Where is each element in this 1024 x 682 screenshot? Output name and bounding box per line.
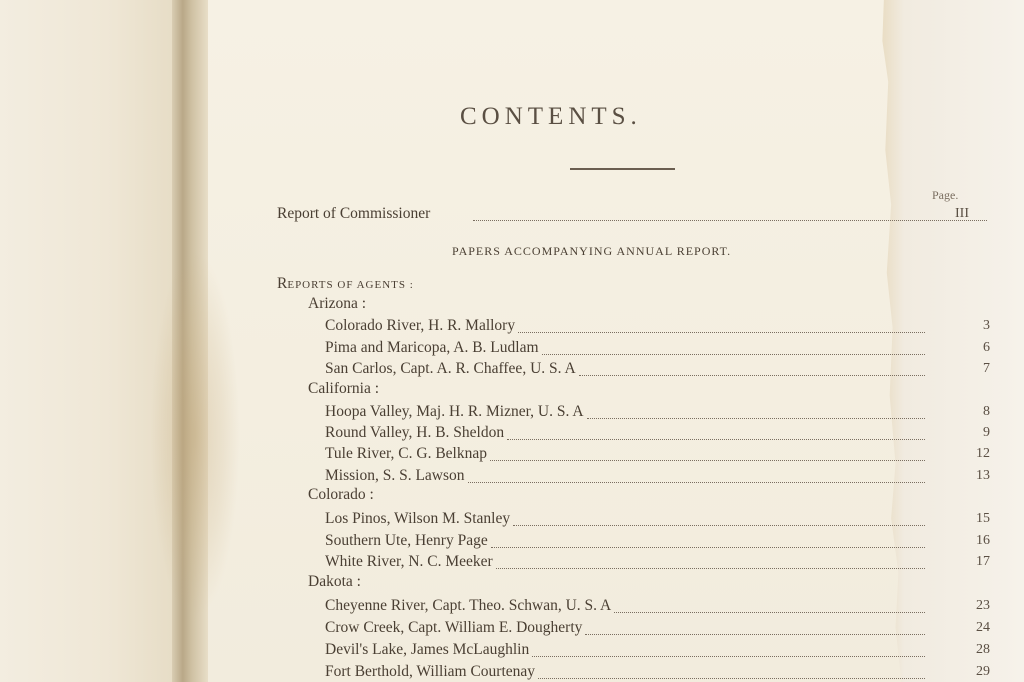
state-heading: Dakota : (308, 573, 361, 590)
leader-dots (468, 465, 925, 483)
entry-label: San Carlos, Capt. A. R. Chaffee, U. S. A (325, 360, 576, 377)
leader-dots (532, 639, 925, 657)
entry-label: Los Pinos, Wilson M. Stanley (325, 510, 511, 527)
report-page: III (955, 206, 969, 221)
section-heading (277, 275, 414, 293)
page-title: CONTENTS. (460, 103, 642, 130)
entry-page: 12 (976, 446, 990, 461)
entry-label: Cheyenne River, Capt. Theo. Schwan, U. S. A (325, 597, 612, 614)
entry-page: 9 (983, 425, 990, 440)
leader-dots (542, 337, 925, 355)
contents-entry (325, 465, 990, 487)
leader-dots (518, 315, 925, 333)
entry-label: Fort Berthold, William Courtenay (325, 663, 536, 680)
entry-label: Pima and Maricopa, A. B. Ludlam (325, 339, 539, 356)
entry-page: 17 (976, 554, 990, 569)
entry-label: Southern Ute, Henry Page (325, 532, 488, 549)
entry-page: 8 (983, 404, 990, 419)
entry-label: Devil's Lake, James McLaughlin (325, 641, 530, 658)
section-rest: EPORTS OF AGENTS : (287, 279, 414, 291)
contents-entry (325, 422, 990, 444)
leader-dots (538, 661, 925, 679)
leader-dots (585, 617, 925, 635)
entry-page: 7 (983, 361, 990, 376)
section-initial: R (277, 275, 288, 292)
state-heading: California : (308, 380, 380, 397)
leader-dots (579, 358, 925, 376)
state-heading: Colorado : (308, 486, 374, 503)
contents-entry (325, 530, 990, 552)
subheading: PAPERS ACCOMPANYING ANNUAL REPORT. (452, 244, 732, 258)
entry-label: Hoopa Valley, Maj. H. R. Mizner, U. S. A (325, 403, 584, 420)
entry-page: 29 (976, 664, 990, 679)
state-heading: Arizona : (308, 295, 367, 312)
title-rule (570, 168, 675, 170)
leader-dots (507, 422, 925, 440)
entry-label: Colorado River, H. R. Mallory (325, 317, 516, 334)
leader-dots (490, 443, 925, 461)
contents-entry (325, 358, 990, 380)
entry-page: 24 (976, 620, 990, 635)
entry-page: 16 (976, 533, 990, 548)
entry-label: Crow Creek, Capt. William E. Dougherty (325, 619, 583, 636)
entry-label: Round Valley, H. B. Sheldon (325, 424, 505, 441)
contents-entry (325, 443, 990, 465)
contents-entry (325, 401, 990, 423)
entry-page: 23 (976, 598, 990, 613)
leader-dots (496, 551, 925, 569)
contents-entry (325, 661, 990, 682)
entry-label: Tule River, C. G. Belknap (325, 445, 487, 462)
contents-entry (325, 639, 990, 661)
contents-entry (325, 551, 990, 573)
entry-page: 6 (983, 340, 990, 355)
page-column-label: Page. (932, 188, 959, 202)
entry-page: 15 (976, 511, 990, 526)
leader-dots (587, 401, 925, 419)
entry-page: 13 (976, 468, 990, 483)
leader-dots (473, 203, 987, 221)
entry-label: Mission, S. S. Lawson (325, 467, 465, 484)
entry-label: White River, N. C. Meeker (325, 553, 493, 570)
contents-entry (325, 617, 990, 639)
report-row (277, 203, 987, 225)
contents-entry (325, 508, 990, 530)
contents-entry (325, 595, 990, 617)
leader-dots (513, 508, 925, 526)
leader-dots (491, 530, 925, 548)
entry-page: 3 (983, 318, 990, 333)
entry-page: 28 (976, 642, 990, 657)
leader-dots (614, 595, 925, 613)
contents-entry (325, 315, 990, 337)
report-label: Report of Commissioner (277, 205, 431, 222)
contents-entry (325, 337, 990, 359)
